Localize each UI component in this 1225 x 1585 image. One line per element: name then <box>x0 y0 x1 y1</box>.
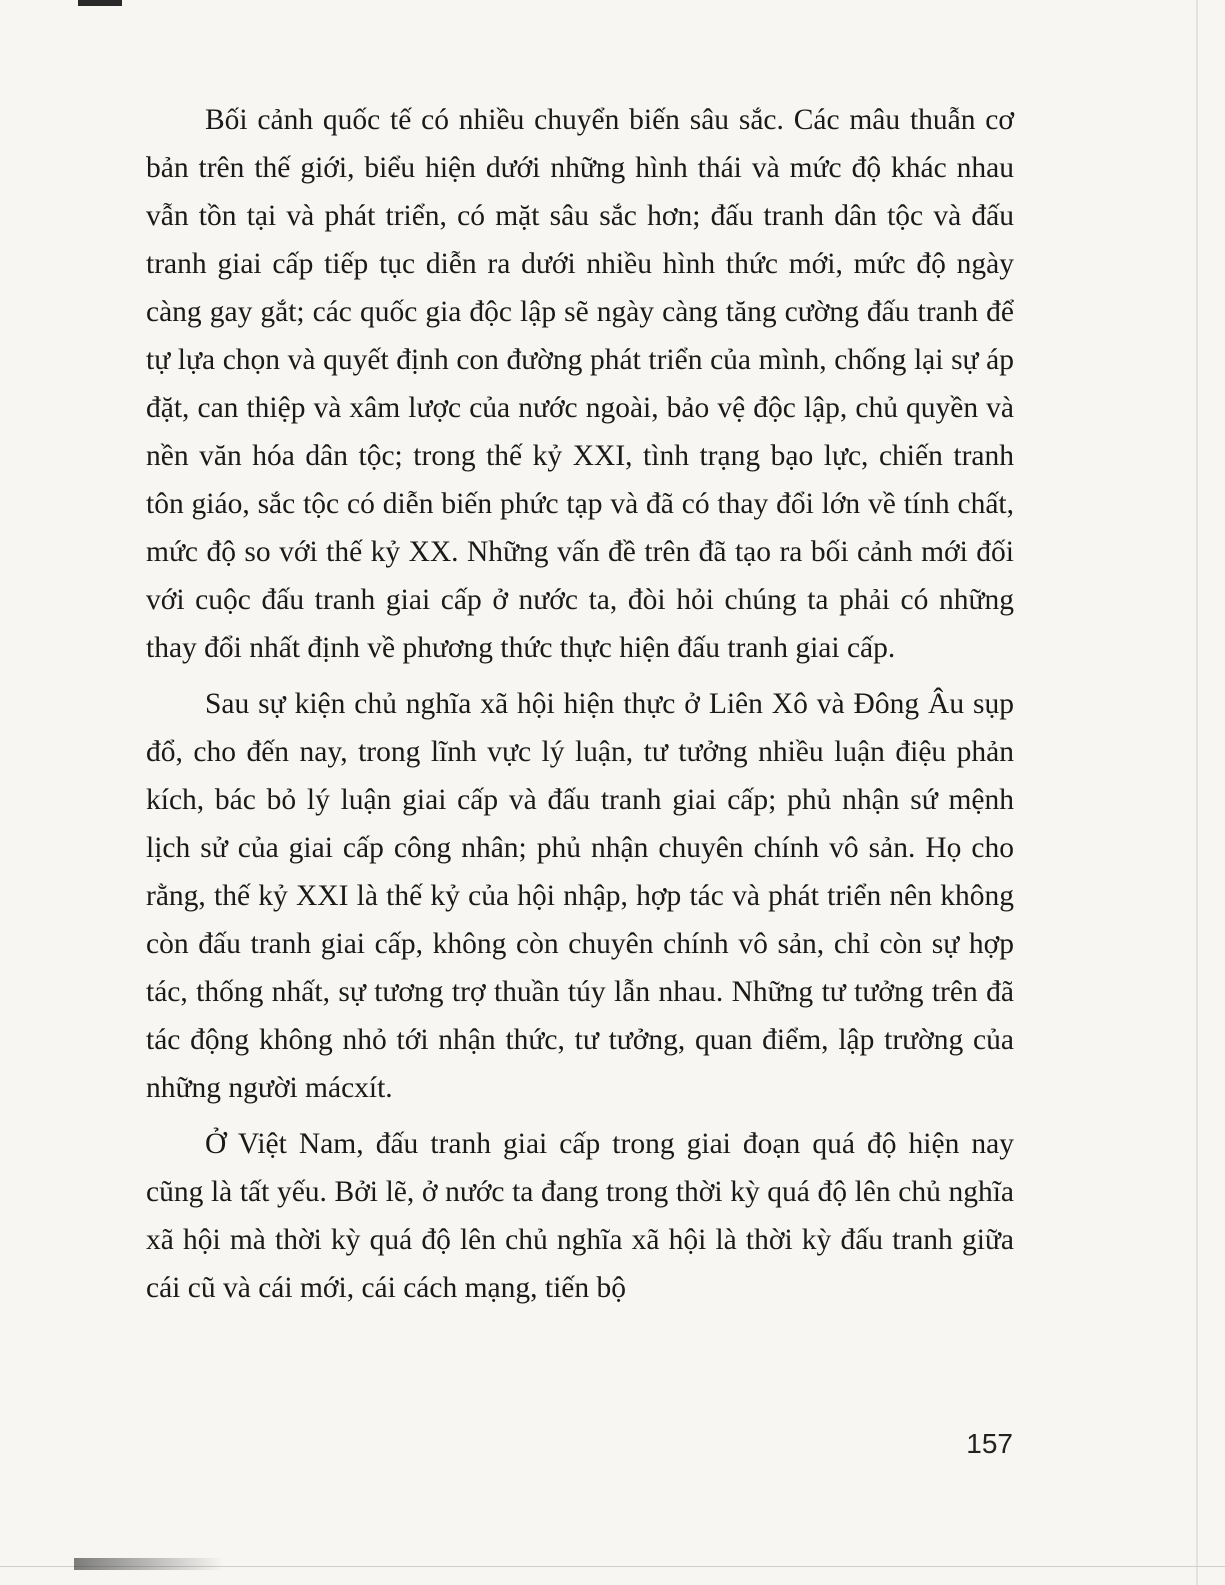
paragraph-3: Ở Việt Nam, đấu tranh giai cấp trong giai đoạn quá độ hiện nay cũng là tất yếu. Bởi lẽ, ở nước ta đang trong thời kỳ quá độ lên chủ nghĩa xã hội mà thời kỳ quá độ lên chủ nghĩa xã hội là thời kỳ đấu tranh giữa cái cũ và cái mới, cái cách mạng, tiến bộ <box>146 1128 1014 1304</box>
scan-artifact-top <box>78 0 122 6</box>
body-text <box>146 96 1014 1320</box>
paragraph-2: Sau sự kiện chủ nghĩa xã hội hiện thực ở Liên Xô và Đông Âu sụp đổ, cho đến nay, trong lĩnh vực lý luận, tư tưởng nhiều luận điệu phản kích, bác bỏ lý luận giai cấp và đấu tranh giai cấp; phủ nhận sứ mệnh lịch sử của giai cấp công nhân; phủ nhận chuyên chính vô sản. Họ cho rằng, thế kỷ XXI là thế kỷ của hội nhập, hợp tác và phát triển nên không còn đấu tranh giai cấp, không còn chuyên chính vô sản, chỉ còn sự hợp tác, thống nhất, sự tương trợ thuần túy lẫn nhau. Những tư tưởng trên đã tác động không nhỏ tới nhận thức, tư tưởng, quan điểm, lập trường của những người mácxít. <box>146 688 1014 1104</box>
scan-artifact-bottom <box>74 1558 224 1570</box>
page-number: 157 <box>966 1428 1013 1459</box>
scan-edge <box>1196 0 1198 1585</box>
paragraph-1: Bối cảnh quốc tế có nhiều chuyển biến sâu sắc. Các mâu thuẫn cơ bản trên thế giới, biểu hiện dưới những hình thái và mức độ khác nhau vẫn tồn tại và phát triển, có mặt sâu sắc hơn; đấu tranh dân tộc và đấu tranh giai cấp tiếp tục diễn ra dưới nhiều hình thức mới, mức độ ngày càng gay gắt; các quốc gia độc lập sẽ ngày càng tăng cường đấu tranh để tự lựa chọn và quyết định con đường phát triển của mình, chống lại sự áp đặt, can thiệp và xâm lược của nước ngoài, bảo vệ độc lập, chủ quyền và nền văn hóa dân tộc; trong thế kỷ XXI, tình trạng bạo lực, chiến tranh tôn giáo, sắc tộc có diễn biến phức tạp và đã có thay đổi lớn về tính chất, mức độ so với thế kỷ XX. Những vấn đề trên đã tạo ra bối cảnh mới đối với cuộc đấu tranh giai cấp ở nước ta, đòi hỏi chúng ta phải có những thay đổi nhất định về phương thức thực hiện đấu tranh giai cấp. <box>146 104 1014 664</box>
